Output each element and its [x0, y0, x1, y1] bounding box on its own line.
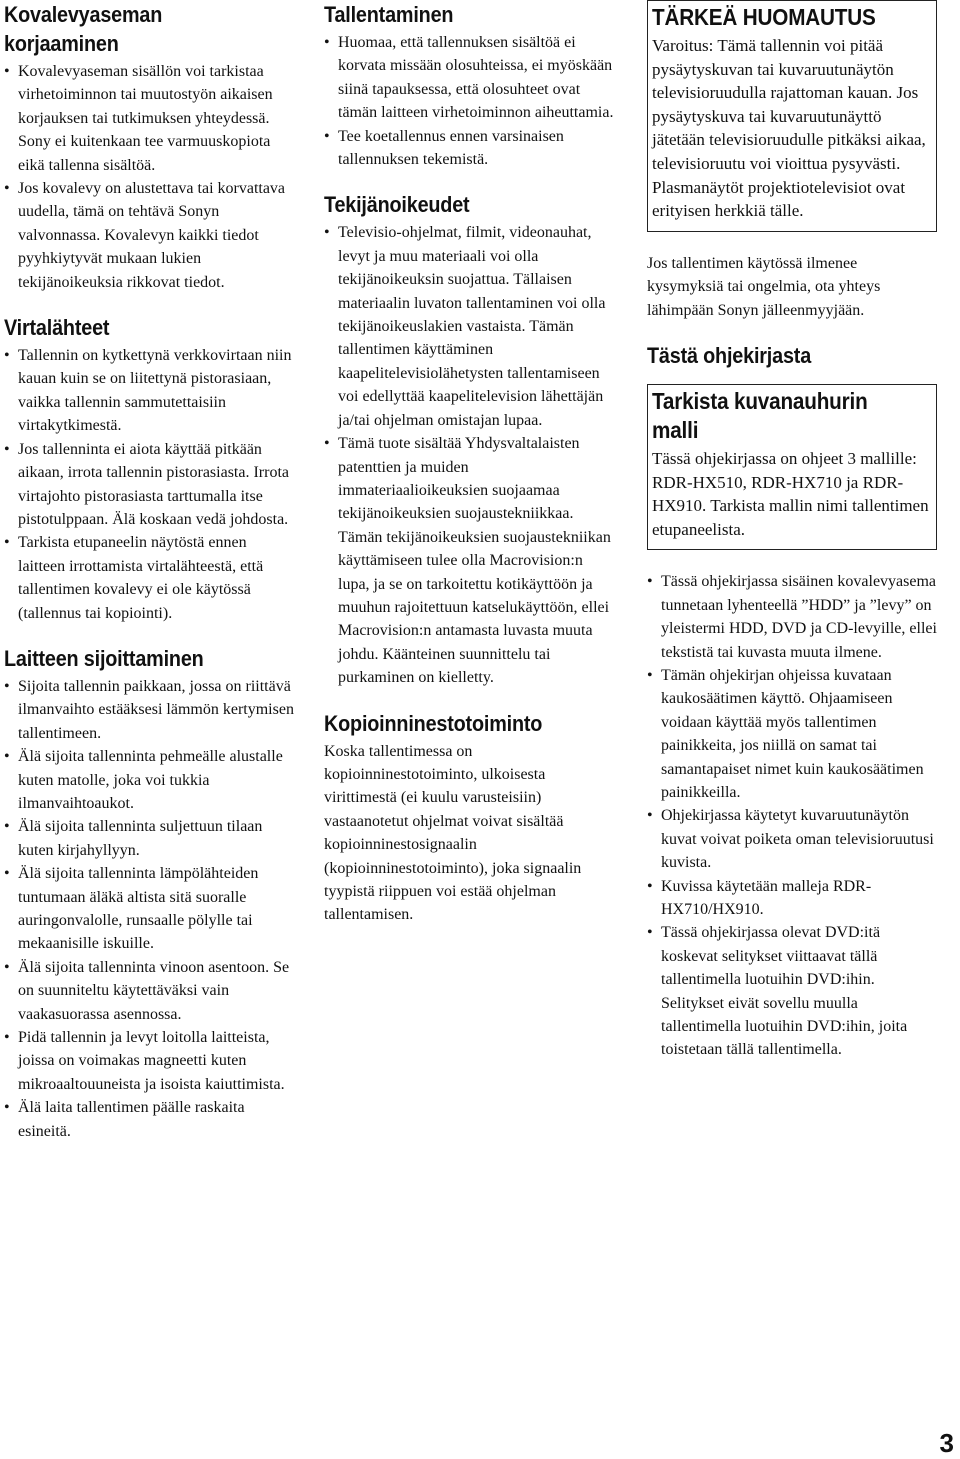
bullet-list [4, 60, 294, 294]
list-item: • Älä sijoita tallenninta vinoon asentoon. Se on suunniteltu käytettäväksi vain vaakasuorassa asennossa. [4, 956, 294, 1026]
column-left [4, 0, 294, 1162]
bullet-list [4, 344, 294, 625]
section-about-manual [647, 341, 937, 1062]
bullet-list [647, 570, 937, 1062]
list-item: • Sijoita tallennin paikkaan, jossa on riittävä ilmanvaihto estääksesi lämmön kertymisen tallentimeen. [4, 675, 294, 745]
list-item: • Älä sijoita tallenninta pehmeälle alustalle kuten matolle, joka voi tukkia ilmanvaihtoaukot. [4, 745, 294, 815]
contact-paragraph [647, 252, 937, 322]
page-number: 3 [939, 1428, 954, 1458]
notice-title: TÄRKEÄ HUOMAUTUS [652, 4, 876, 30]
section-recording [324, 0, 614, 171]
section-title: Kovalevyaseman korjaaminen [4, 2, 163, 56]
list-item: • Tee koetallennus ennen varsinaisen tallennuksen tekemistä. [324, 125, 614, 172]
list-item: • Tässä ohjekirjassa sisäinen kovalevyasema tunnetaan lyhenteellä ”HDD” ja ”levy” on yleistermi HDD, DVD ja CD-levyille, ellei tekstistä tai kuvasta muuta ilmene. [647, 570, 937, 664]
model-box-title: Tarkista kuvanauhurin malli [652, 387, 868, 443]
section-title: Tallentaminen [324, 2, 454, 27]
list-item: • Kuvissa käytetään malleja RDR-HX710/HX910. [647, 875, 937, 922]
bullet-list [4, 675, 294, 1143]
section-title: Tekijänoikeudet [324, 192, 470, 218]
list-item: • Jos tallenninta ei aiota käyttää pitkään aikaan, irrota tallennin pistorasiasta. Irrota virtajohto pistorasiasta tarttumalla itse pistotulppaan. Älä koskaan vedä johdosta. [4, 438, 294, 532]
notice-text: Varoitus: Tämä tallennin voi pitää pysäytyskuvan tai kuvaruutunäytön televisioruudulla rajattoman kauan. Jos pysäytyskuva tai kuvaruutunäyttö jätetään televisioruudulle pitkäksi aikaa, televisioruutu voi vioittua pysyvästi. Plasmanäytöt projektiotelevisiot ovat erityisen herkkiä tälle. [652, 36, 926, 221]
column-right [647, 0, 937, 1062]
list-item: • Älä sijoita tallenninta lämpölähteiden tuntumaan äläkä altista sitä suoralle auringonvalolle, runsaalle pölylle tai mekaanisille iskuille. [4, 862, 294, 956]
section-title: Laitteen sijoittaminen [4, 645, 204, 671]
list-item: • Älä laita tallentimen päälle raskaita esineitä. [4, 1096, 294, 1143]
list-item: • Älä sijoita tallenninta suljettuun tilaan kuten kirjahyllyyn. [4, 815, 294, 862]
section-title: Tästä ohjekirjasta [647, 342, 812, 368]
list-item: • Pidä tallennin ja levyt loitolla laitteista, joissa on voimakas magneetti kuten mikroaaltouuneista ja isoista kaiuttimista. [4, 1026, 294, 1096]
list-item: • Kovalevyaseman sisällön voi tarkistaa virhetoiminnon tai muutostyön aikaisen korjauksen tai tutkimuksen yhteydessä. Sony ei kuitenkaan tee varmuuskopiota eikä tallenna sisältöä. [4, 60, 294, 177]
column-middle [324, 0, 614, 946]
section-title: Kopioinninestotoiminto [324, 710, 543, 736]
list-item: • Huomaa, että tallennuksen sisältöä ei korvata missään olosuhteissa, ei myöskään siinä tapauksessa, että olosuhteet ovat tämän laitteen virhetoiminnon aiheuttamia. [324, 31, 614, 125]
section-placement [4, 644, 294, 1143]
bullet-list [324, 31, 614, 171]
list-item: • Tämän ohjekirjan ohjeissa kuvataan kaukosäätimen käyttö. Ohjaamiseen voidaan käyttää myös tallentimen painikkeita, jos niillä on samat tai samantapaiset nimet kuin kaukosäätimen painikkeilla. [647, 664, 937, 804]
list-item: • Tallennin on kytkettynä verkkovirtaan niin kauan kuin se on liitettynä pistorasiaan, vaikka tallennin sammutettaisiin virtakytkimestä. [4, 344, 294, 438]
list-item: • Tämä tuote sisältää Yhdysvaltalaisten patenttien ja muiden immateriaalioikeuksien suojaamaa tekijänoikeuksien suojaustekniikkaa. Tämän tekijänoikeuksien suojaustekniikan käyttämiseen tulee olla Macrovision:n lupa, ja se on tarkoitettu kotikäyttöön ja muuhun rajoitettuun katselukäyttöön, ellei Macrovision:n antamasta luvasta muuta johdu. Käänteinen suunnittelu tai purkaminen on kielletty. [324, 432, 614, 689]
body-text: Koska tallentimessa on kopioinninestotoiminto, ulkoisesta virittimestä (ei kuulu varusteisiin) vastaanotetut ohjelmat voivat sisältää kopioinninestosignaalin (kopioinninestotoiminto), joka signaalin tyypistä riippuen voi estää ohjelman tallentamisen. [324, 742, 582, 924]
list-item: • Tarkista etupaneelin näytöstä ennen laitteen irrottamista virtalähteestä, että tallentimen kovalevy ei ole käytössä (tallennus tai kopiointi). [4, 531, 294, 625]
list-item: • Jos kovalevy on alustettava tai korvattava uudella, tämä on tehtävä Sonyn valvonnassa. Kovalevyn kaikki tiedot pyyhkiytyvät mukaan lukien tekijänoikeuksia rikkovat tiedot. [4, 177, 294, 294]
model-check-box [647, 384, 937, 550]
list-item: • Televisio-ohjelmat, filmit, videonauhat, levyt ja muu materiaali voi olla tekijänoikeuksin suojattua. Tällaisen materiaalin luvaton tallentaminen voi olla tekijänoikeuslakien vastaista. Tämän tallentimen käyttäminen kaapelitelevisiolähetysten tallentamiseen voi edellyttää kaapelitelevision lähettäjän ja/tai ohjelman omistajan lupaa. [324, 221, 614, 432]
section-hdd-repair [4, 0, 294, 294]
model-box-text: Tässä ohjekirjassa on ohjeet 3 mallille: RDR-HX510, RDR-HX710 ja RDR-HX910. Tarkista mallin nimi tallentimen etupaneelista. [652, 448, 929, 539]
section-power-sources [4, 313, 294, 625]
body-text: Jos tallentimen käytössä ilmenee kysymyksiä tai ongelmia, ota yhteys lähimpään Sonyn jälleenmyyjään. [647, 254, 881, 319]
section-copy-guard [324, 709, 614, 927]
important-notice-box [647, 0, 937, 232]
list-item: • Ohjekirjassa käytetyt kuvaruutunäytön kuvat voivat poiketa oman televisioruutusi kuvista. [647, 804, 937, 874]
section-copyrights [324, 190, 614, 689]
list-item: • Tässä ohjekirjassa olevat DVD:itä koskevat selitykset viittaavat tällä tallentimella luotuihin DVD:ihin. Selitykset eivät sovellu muulla tallentimella luotuihin DVD:ihin, joita toistetaan tällä tallentimella. [647, 921, 937, 1061]
section-title: Virtalähteet [4, 315, 110, 341]
bullet-list [324, 221, 614, 689]
